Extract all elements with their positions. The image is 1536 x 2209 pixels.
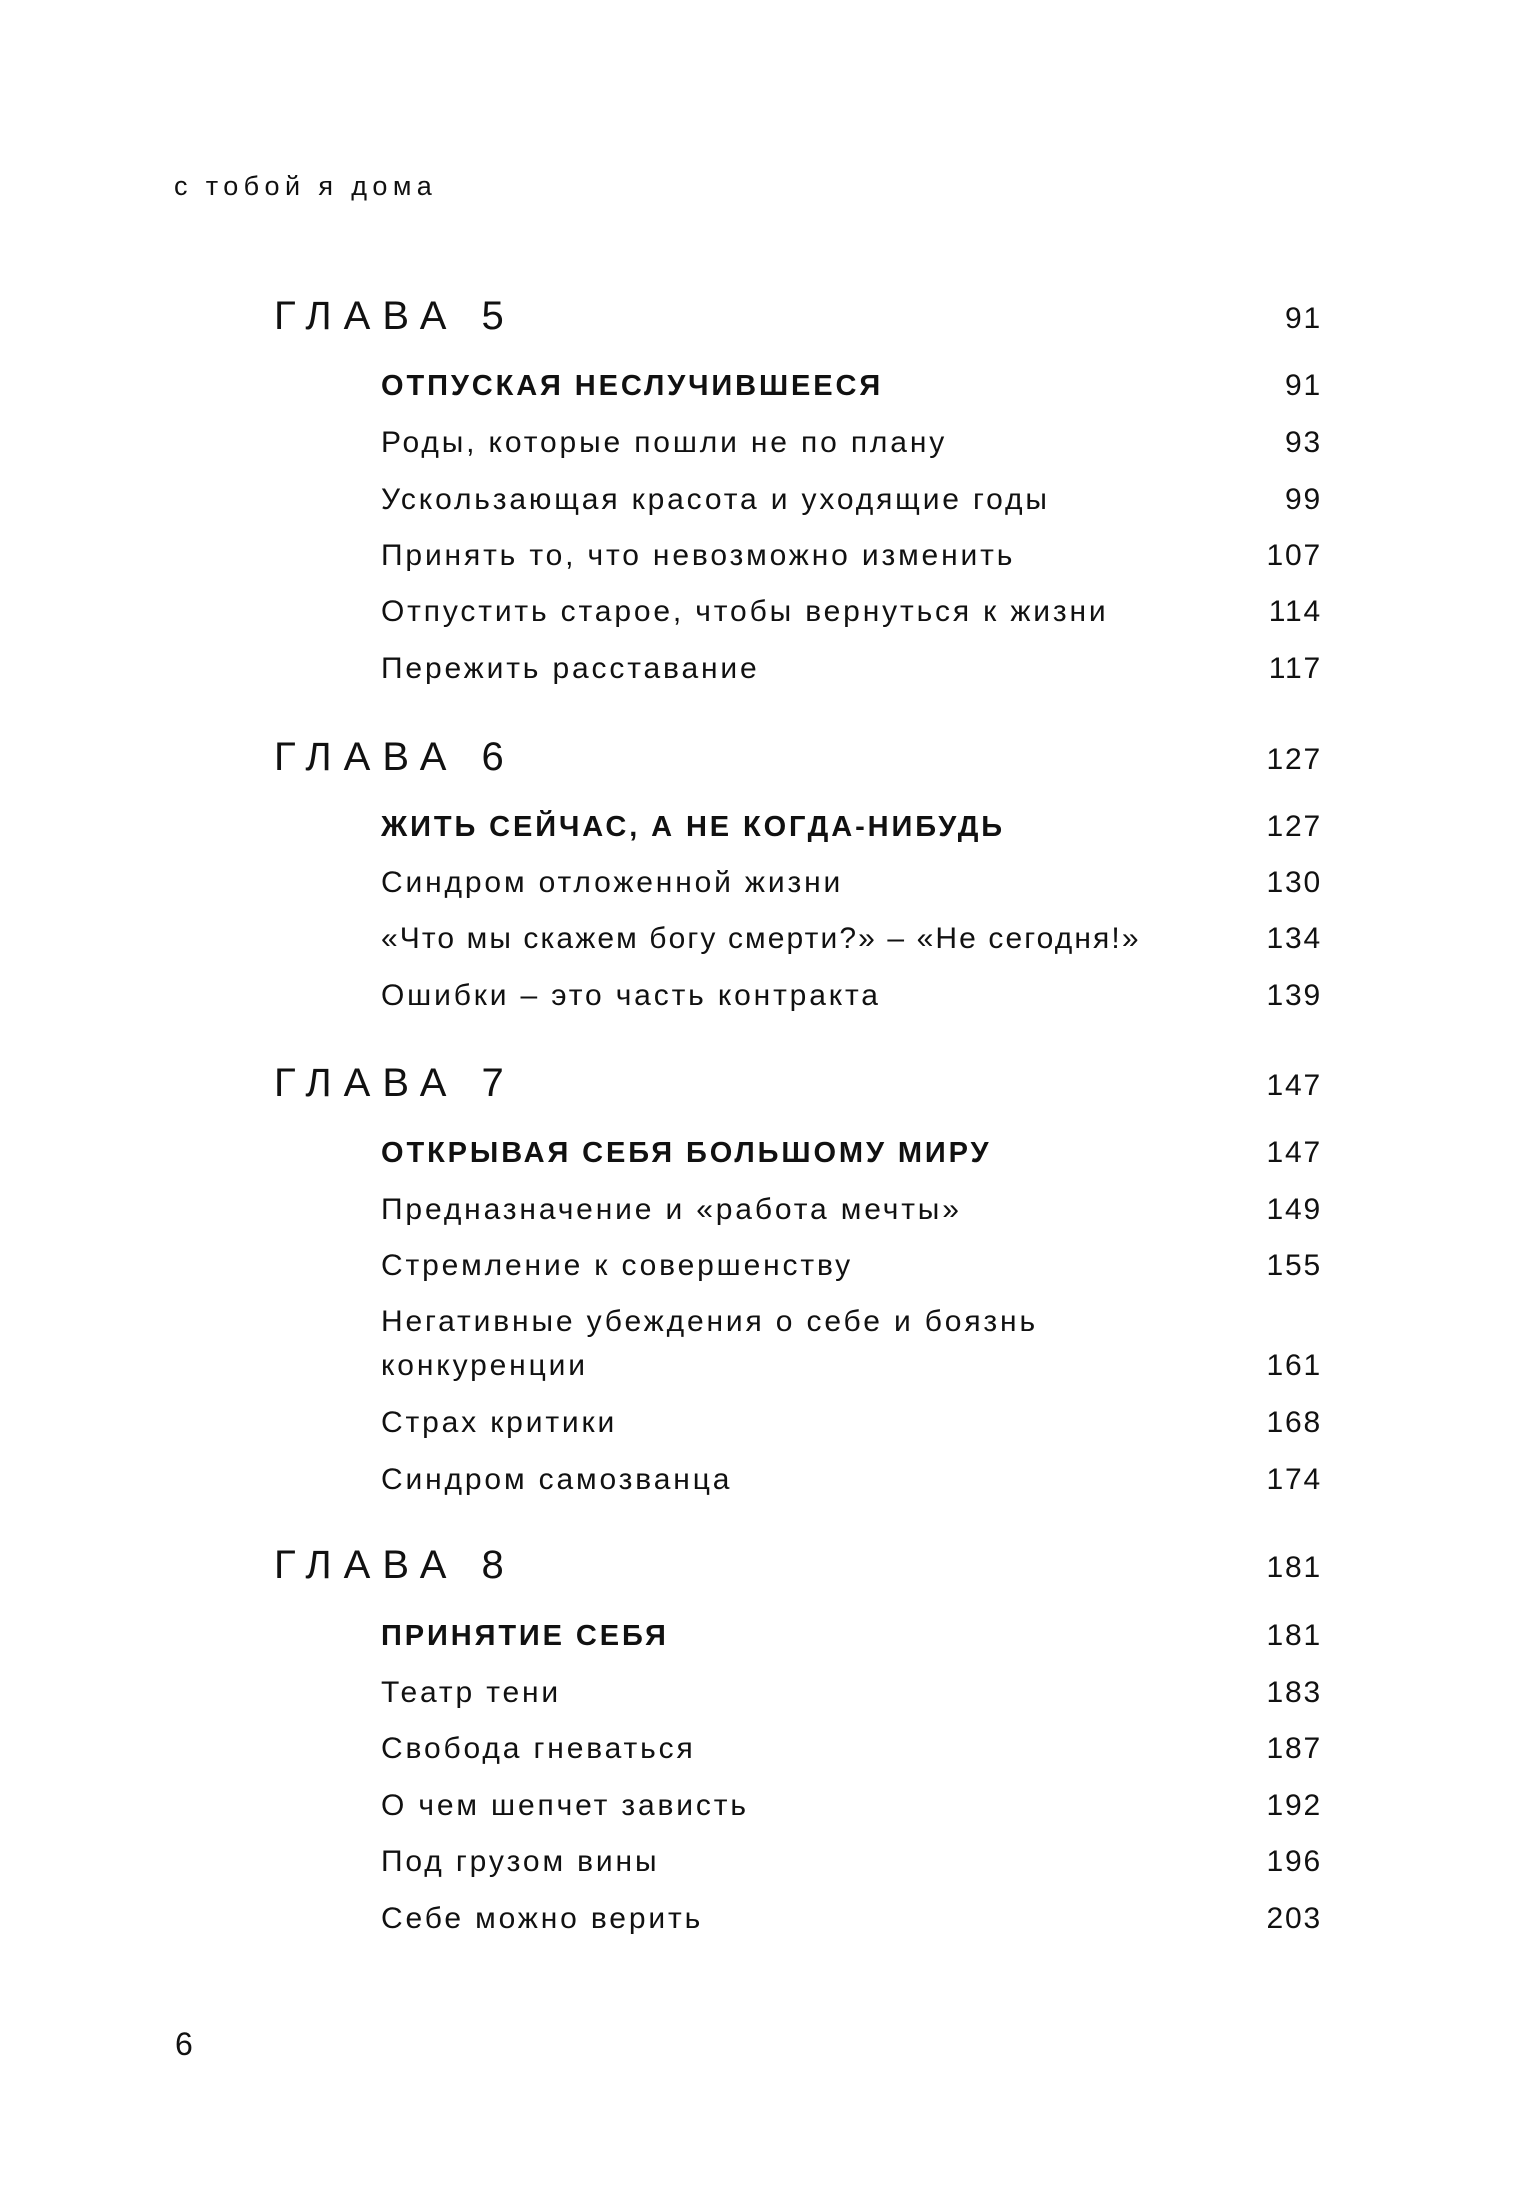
entry-page: 127 xyxy=(1266,810,1322,843)
entry-page: 183 xyxy=(1266,1676,1322,1709)
entry-title: Отпустить старое, чтобы вернуться к жизни xyxy=(381,595,1109,628)
entry-page: 93 xyxy=(1285,426,1322,459)
entry-title-line-1: Негативные убеждения о себе и боязнь xyxy=(381,1305,1038,1338)
chapter-page: 147 xyxy=(1266,1069,1322,1102)
entry-page: 147 xyxy=(1266,1136,1322,1169)
entry-title: Страх критики xyxy=(381,1406,618,1439)
entry-title: Синдром самозванца xyxy=(381,1463,733,1496)
chapter-page: 127 xyxy=(1266,743,1322,776)
entry-title: Ошибки – это часть контракта xyxy=(381,979,881,1012)
entry-title: Свобода гневаться xyxy=(381,1732,696,1765)
entry-page: 99 xyxy=(1285,483,1322,516)
entry-page: 168 xyxy=(1266,1406,1322,1439)
entry-title: Пережить расставание xyxy=(381,652,760,685)
entry-page: 139 xyxy=(1266,979,1322,1012)
entry-title: Себе можно верить xyxy=(381,1902,704,1935)
entry-title: ОТПУСКАЯ НЕСЛУЧИВШЕЕСЯ xyxy=(381,370,884,402)
entry-title: Роды, которые пошли не по плану xyxy=(381,426,948,459)
entry-page: 130 xyxy=(1266,866,1322,899)
entry-page: 203 xyxy=(1266,1902,1322,1935)
entry-page: 107 xyxy=(1266,539,1322,572)
chapter-page: 91 xyxy=(1285,302,1322,335)
entry-title: ПРИНЯТИЕ СЕБЯ xyxy=(381,1620,669,1652)
entry-page: 187 xyxy=(1266,1732,1322,1765)
entry-title: Ускользающая красота и уходящие годы xyxy=(381,483,1050,516)
page-number: 6 xyxy=(175,2026,193,2062)
chapter-title: ГЛАВА 6 xyxy=(274,735,516,779)
entry-page: 161 xyxy=(1266,1349,1322,1382)
entry-title: ЖИТЬ СЕЙЧАС, А НЕ КОГДА-НИБУДЬ xyxy=(381,811,1006,843)
entry-title-line-2: конкуренции xyxy=(381,1349,588,1382)
entry-title: Под грузом вины xyxy=(381,1845,660,1878)
entry-page: 149 xyxy=(1266,1193,1322,1226)
entry-title: О чем шепчет зависть xyxy=(381,1789,749,1822)
entry-title: «Что мы скажем богу смерти?» – «Не сегодня!» xyxy=(381,922,1141,955)
entry-page: 91 xyxy=(1285,369,1322,402)
chapter-title: ГЛАВА 5 xyxy=(274,294,516,338)
entry-page: 181 xyxy=(1266,1619,1322,1652)
entry-page: 174 xyxy=(1266,1463,1322,1496)
entry-page: 155 xyxy=(1266,1249,1322,1282)
running-head: с тобой я дома xyxy=(174,171,438,201)
entry-title: Принять то, что невозможно изменить xyxy=(381,539,1016,572)
entry-page: 192 xyxy=(1266,1789,1322,1822)
entry-page: 117 xyxy=(1268,652,1322,685)
entry-page: 134 xyxy=(1266,922,1322,955)
entry-title: Театр тени xyxy=(381,1676,562,1709)
entry-page: 196 xyxy=(1266,1845,1322,1878)
chapter-title: ГЛАВА 8 xyxy=(274,1543,516,1587)
entry-title: Предназначение и «работа мечты» xyxy=(381,1193,962,1226)
chapter-title: ГЛАВА 7 xyxy=(274,1061,516,1105)
entry-title: ОТКРЫВАЯ СЕБЯ БОЛЬШОМУ МИРУ xyxy=(381,1137,992,1169)
entry-page: 114 xyxy=(1268,595,1322,628)
entry-title: Синдром отложенной жизни xyxy=(381,866,844,899)
chapter-page: 181 xyxy=(1266,1551,1322,1584)
entry-title: Стремление к совершенству xyxy=(381,1249,853,1282)
